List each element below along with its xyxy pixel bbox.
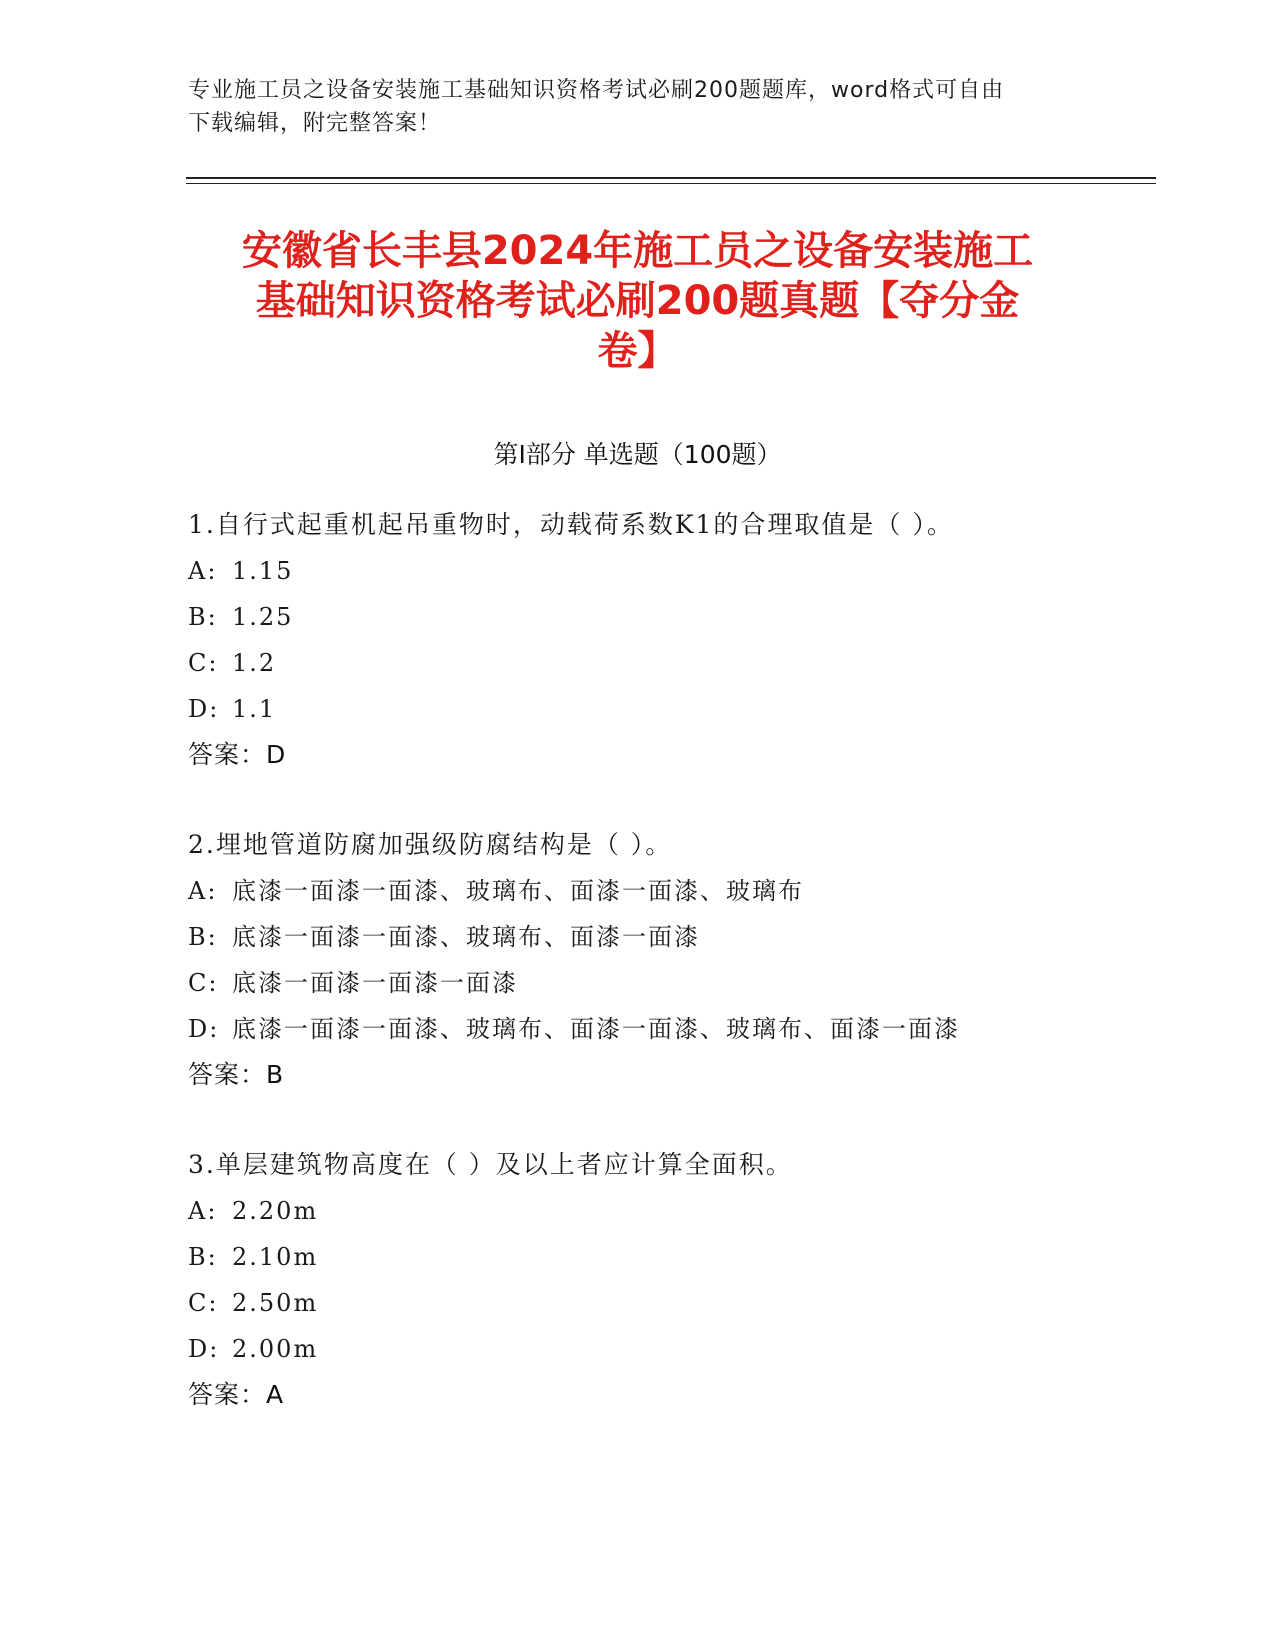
section-title: 第Ⅰ部分 单选题（100题）: [493, 440, 782, 469]
option-letter: D:: [188, 695, 220, 723]
document-title: [180, 226, 1095, 376]
question-1: [188, 502, 1128, 778]
header-divider: [186, 177, 1156, 184]
option-text: 1.25: [232, 603, 294, 631]
option-d: [188, 1326, 1128, 1372]
option-letter: D:: [188, 1015, 220, 1043]
option-b: [188, 594, 1128, 640]
option-d: [188, 686, 1128, 732]
option-text: 底漆一面漆一面漆、玻璃布、面漆一面漆: [232, 923, 700, 951]
option-letter: A:: [188, 1197, 218, 1225]
option-letter: D:: [188, 1335, 220, 1363]
answer: 答案：B: [188, 1060, 285, 1089]
option-text: 底漆一面漆一面漆、玻璃布、面漆一面漆、玻璃布: [232, 877, 804, 905]
option-text: 1.2: [232, 649, 277, 677]
question-2: [188, 822, 1128, 1098]
option-text: 1.15: [232, 557, 294, 585]
question-stem: 3.单层建筑物高度在（ ）及以上者应计算全面积。: [188, 1150, 793, 1179]
option-b: [188, 914, 1128, 960]
question-stem: 2.埋地管道防腐加强级防腐结构是（ ）。: [188, 830, 673, 859]
answer: 答案：A: [188, 1380, 285, 1409]
option-c: [188, 960, 1128, 1006]
option-text: 2.00m: [232, 1335, 319, 1363]
option-c: [188, 1280, 1128, 1326]
header-note-line2: 下载编辑，附完整答案！: [188, 111, 442, 136]
option-text: 2.50m: [232, 1289, 319, 1317]
option-letter: B:: [188, 1243, 218, 1271]
option-letter: A:: [188, 557, 218, 585]
option-letter: B:: [188, 603, 218, 631]
option-letter: C:: [188, 969, 219, 997]
option-b: [188, 1234, 1128, 1280]
option-letter: C:: [188, 649, 219, 677]
option-a: [188, 868, 1128, 914]
answer: 答案：D: [188, 740, 287, 769]
option-text: 底漆一面漆一面漆、玻璃布、面漆一面漆、玻璃布、面漆一面漆: [232, 1015, 960, 1043]
title-line1: 安徽省长丰县2024年施工员之设备安装施工: [241, 228, 1034, 274]
question-stem: 1.自行式起重机起吊重物时，动载荷系数K1的合理取值是（ ）。: [188, 510, 954, 539]
title-line3: 卷】: [597, 328, 678, 374]
option-letter: A:: [188, 877, 218, 905]
option-text: 1.1: [232, 695, 277, 723]
option-a: [188, 548, 1128, 594]
title-line2: 基础知识资格考试必刷200题真题【夺分金: [255, 278, 1020, 324]
header-note-line1: 专业施工员之设备安装施工基础知识资格考试必刷200题题库，word格式可自由: [188, 78, 1005, 103]
option-letter: B:: [188, 923, 218, 951]
header-note: [188, 74, 1088, 140]
option-text: 底漆一面漆一面漆一面漆: [232, 969, 518, 997]
option-d: [188, 1006, 1128, 1052]
option-letter: C:: [188, 1289, 219, 1317]
option-text: 2.10m: [232, 1243, 319, 1271]
option-text: 2.20m: [232, 1197, 319, 1225]
option-c: [188, 640, 1128, 686]
question-3: [188, 1142, 1128, 1418]
option-a: [188, 1188, 1128, 1234]
